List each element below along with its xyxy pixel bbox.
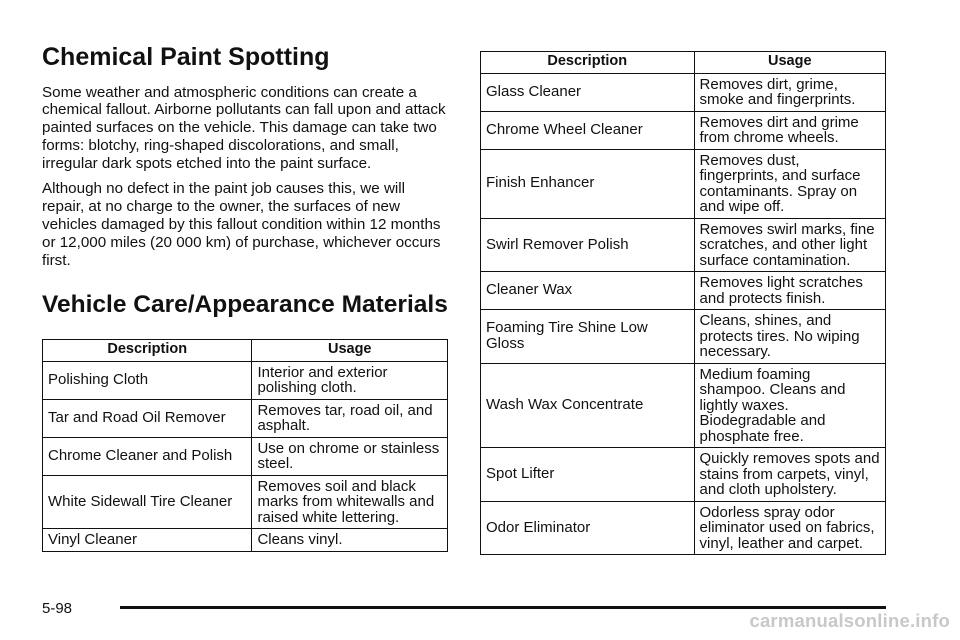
column-header-usage: Usage bbox=[694, 52, 885, 74]
table-row bbox=[481, 310, 886, 364]
table-header-row bbox=[481, 52, 886, 74]
description-cell: Polishing Cloth bbox=[43, 361, 252, 399]
table-row bbox=[43, 361, 448, 399]
usage-cell: Removes dirt and grime from chrome wheels. bbox=[694, 111, 885, 149]
table-row bbox=[481, 111, 886, 149]
left-column bbox=[42, 44, 448, 552]
table-row bbox=[43, 475, 448, 529]
watermark: carmanualsonline.info bbox=[749, 610, 950, 631]
description-cell: Finish Enhancer bbox=[481, 149, 695, 218]
column-header-usage: Usage bbox=[252, 340, 448, 362]
right-column bbox=[480, 51, 886, 555]
usage-cell: Cleans, shines, and protects tires. No wiping necessary. bbox=[694, 310, 885, 364]
column-header-description: Description bbox=[43, 340, 252, 362]
usage-cell: Removes dust, fingerprints, and surface contaminants. Spray on and wipe off. bbox=[694, 149, 885, 218]
description-cell: Swirl Remover Polish bbox=[481, 218, 695, 272]
table-row bbox=[43, 529, 448, 552]
usage-cell: Interior and exterior polishing cloth. bbox=[252, 361, 448, 399]
usage-cell: Odorless spray odor eliminator used on fabrics, vinyl, leather and carpet. bbox=[694, 501, 885, 555]
table-header-row bbox=[43, 340, 448, 362]
description-cell: Wash Wax Concentrate bbox=[481, 363, 695, 448]
materials-table-right bbox=[480, 51, 886, 555]
usage-cell: Removes soil and black marks from whitewalls and raised white lettering. bbox=[252, 475, 448, 529]
column-header-description: Description bbox=[481, 52, 695, 74]
table-row bbox=[481, 218, 886, 272]
description-cell: Chrome Cleaner and Polish bbox=[43, 437, 252, 475]
section-title-vehicle-care-materials: Vehicle Care/Appearance Materials bbox=[42, 291, 448, 319]
paragraph-repair-warranty: Although no defect in the paint job causes this, we will repair, at no charge to the owner, the surfaces of new vehicles damaged by this fallout condition within 12 months or 12,000 miles (20 000 km) of purchase, whichever occurs first. bbox=[42, 180, 441, 269]
usage-cell: Use on chrome or stainless steel. bbox=[252, 437, 448, 475]
table-row bbox=[43, 437, 448, 475]
description-cell: Foaming Tire Shine Low Gloss bbox=[481, 310, 695, 364]
table-row bbox=[481, 73, 886, 111]
description-cell: Odor Eliminator bbox=[481, 501, 695, 555]
description-cell: Chrome Wheel Cleaner bbox=[481, 111, 695, 149]
description-cell: Tar and Road Oil Remover bbox=[43, 399, 252, 437]
table-row bbox=[481, 448, 886, 502]
paragraph-fallout-description: Some weather and atmospheric conditions can create a chemical fallout. Airborne pollutants can fall upon and attack painted surfaces on the vehicle. This damage can take two forms: blotchy, ring-shaped discolorations, and small, irregular dark spots etched into the paint surface. bbox=[42, 83, 446, 172]
usage-cell: Removes tar, road oil, and asphalt. bbox=[252, 399, 448, 437]
usage-cell: Quickly removes spots and stains from carpets, vinyl, and cloth upholstery. bbox=[694, 448, 885, 502]
page-number: 5-98 bbox=[42, 600, 73, 617]
footer-rule bbox=[120, 606, 886, 609]
usage-cell: Medium foaming shampoo. Cleans and lightly waxes. Biodegradable and phosphate free. bbox=[694, 363, 885, 448]
table-row bbox=[43, 399, 448, 437]
materials-table-left bbox=[42, 339, 448, 552]
description-cell: Cleaner Wax bbox=[481, 272, 695, 310]
section-title-chemical-paint-spotting: Chemical Paint Spotting bbox=[42, 43, 330, 71]
usage-cell: Removes swirl marks, fine scratches, and other light surface contamination. bbox=[694, 218, 885, 272]
table-row bbox=[481, 501, 886, 555]
usage-cell: Cleans vinyl. bbox=[252, 529, 448, 552]
description-cell: Vinyl Cleaner bbox=[43, 529, 252, 552]
table-row bbox=[481, 149, 886, 218]
table-row bbox=[481, 272, 886, 310]
description-cell: Glass Cleaner bbox=[481, 73, 695, 111]
description-cell: Spot Lifter bbox=[481, 448, 695, 502]
description-cell: White Sidewall Tire Cleaner bbox=[43, 475, 252, 529]
usage-cell: Removes light scratches and protects finish. bbox=[694, 272, 885, 310]
table-row bbox=[481, 363, 886, 448]
usage-cell: Removes dirt, grime, smoke and fingerprints. bbox=[694, 73, 885, 111]
